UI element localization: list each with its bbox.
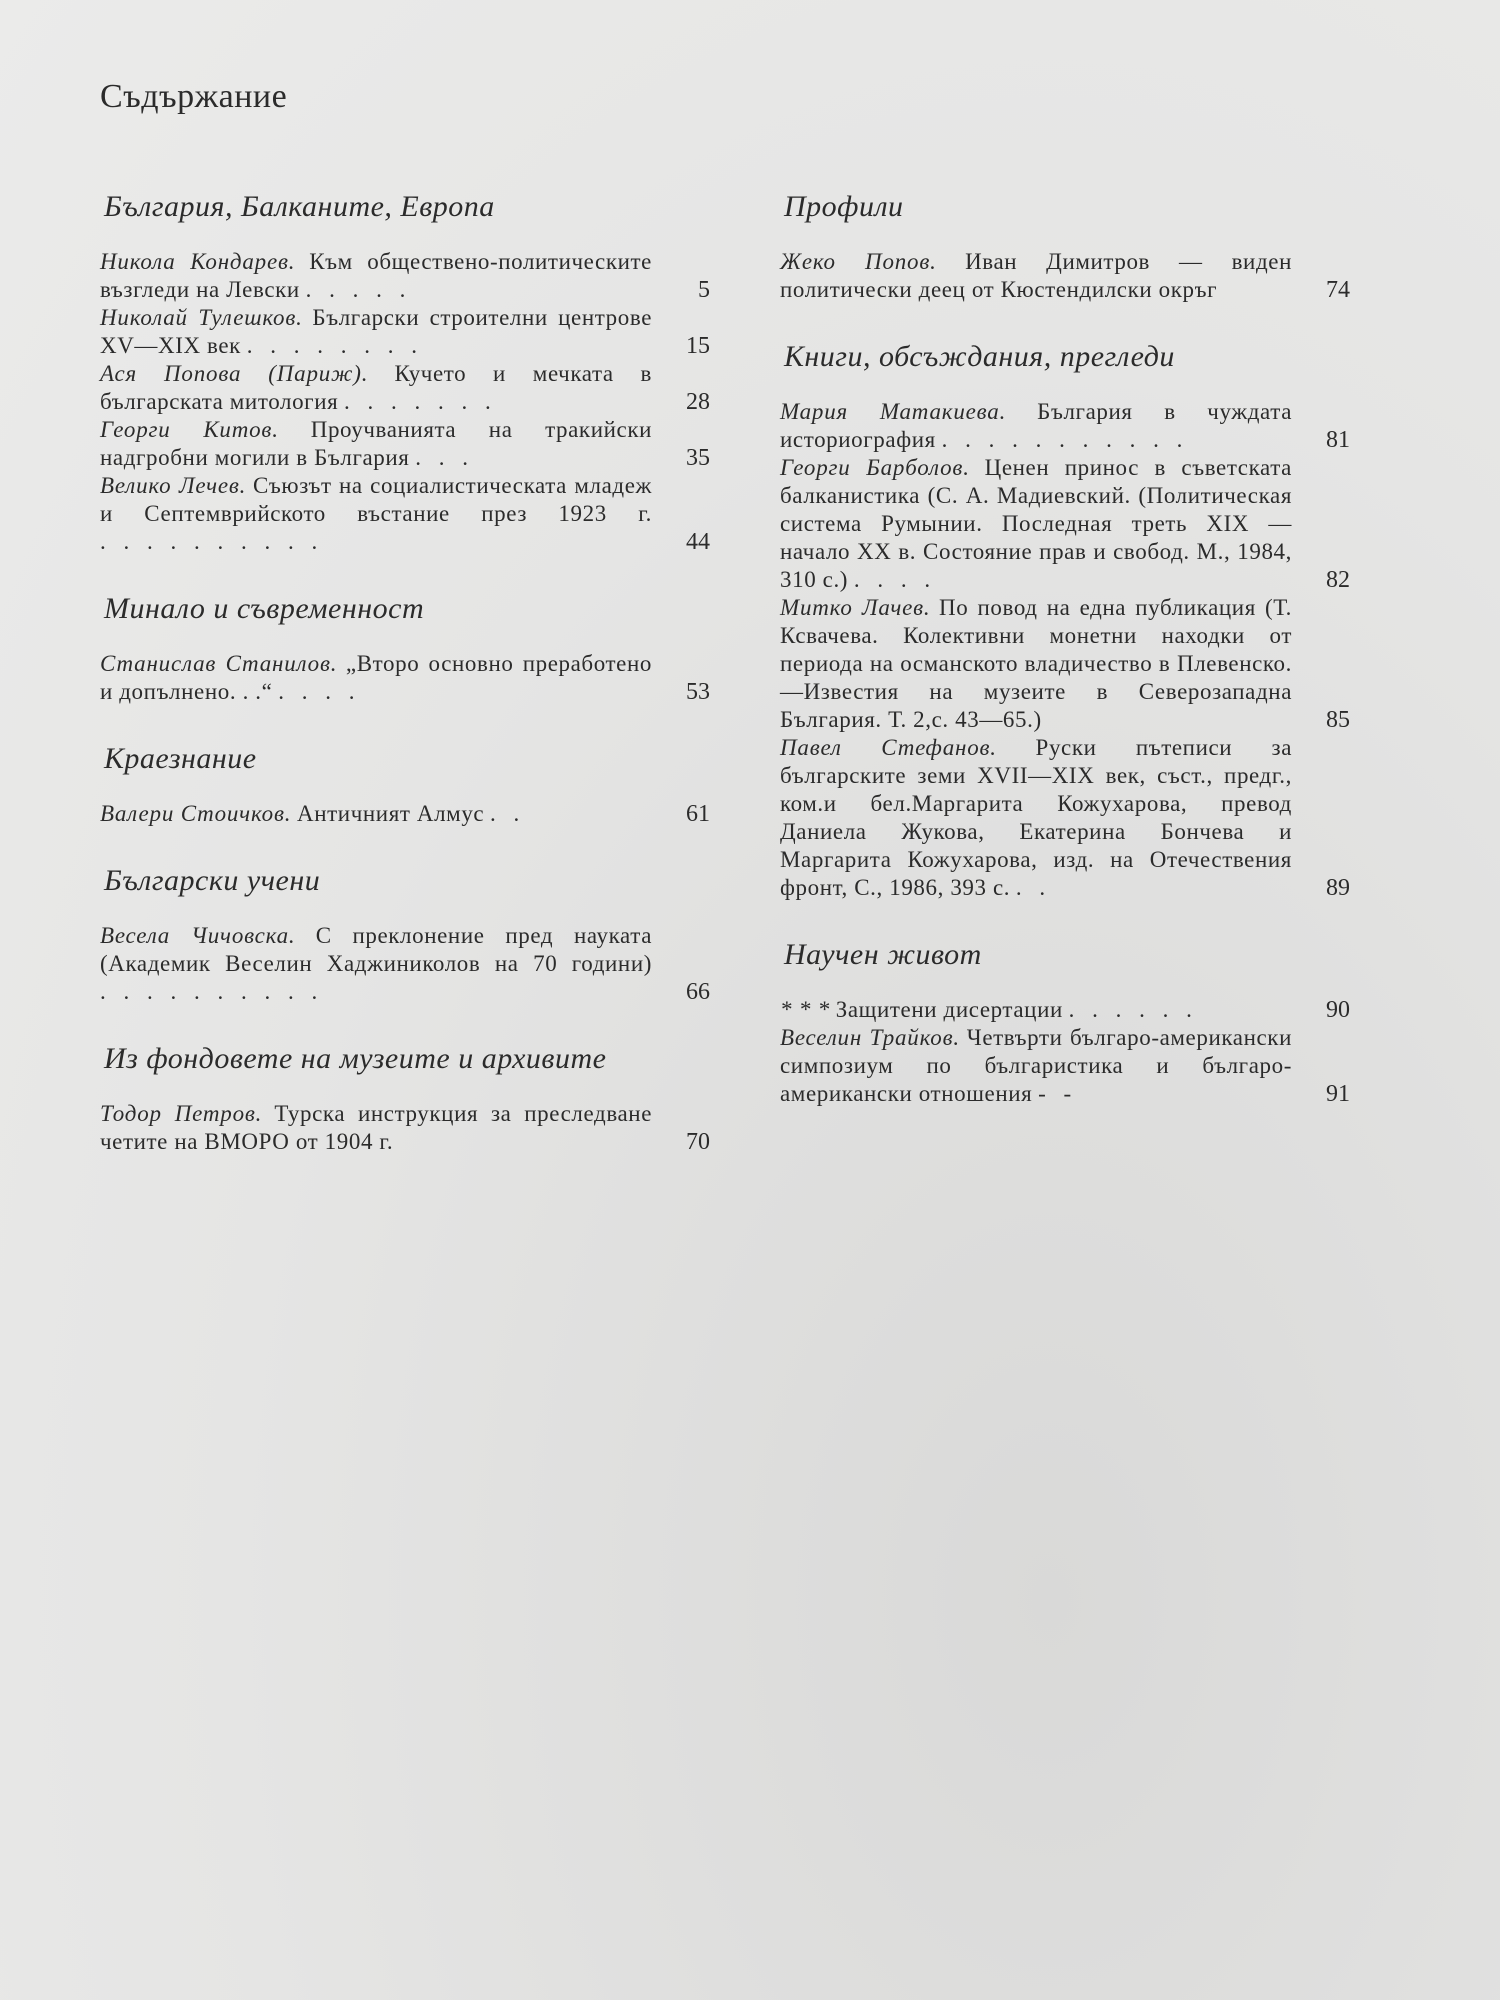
entry-page-number: 66 xyxy=(686,979,710,1005)
entry-leader-dots: . . . . . . . xyxy=(344,389,497,414)
toc-entry[interactable] xyxy=(780,734,1350,902)
entry-text xyxy=(100,360,658,416)
entry-author: Никола Кондарев. xyxy=(100,249,296,274)
entry-leader-dots: . . . . . xyxy=(305,277,412,302)
section-title: Научен живот xyxy=(784,938,982,971)
toc-section xyxy=(100,742,710,828)
entry-author: Валери Стоичков. xyxy=(100,801,292,826)
entry-text xyxy=(780,454,1298,594)
entry-title: Защитени дисертации xyxy=(835,997,1063,1022)
entry-author: Станислав Станилов. xyxy=(100,651,338,676)
entry-page-number: 35 xyxy=(686,445,710,471)
toc-entry[interactable] xyxy=(100,922,710,1006)
entry-leader-dots: . . xyxy=(1015,875,1052,900)
toc-entry[interactable] xyxy=(100,416,710,472)
toc-section xyxy=(100,1042,710,1156)
section-title: Из фондовете на музеите и архивите xyxy=(104,1042,607,1075)
entry-leader-dots: . . . . xyxy=(853,567,937,592)
entry-author: Георги Китов. xyxy=(100,417,279,442)
entry-text xyxy=(100,922,658,1006)
toc-entry[interactable] xyxy=(780,398,1350,454)
entry-title: С преклонение пред науката (Академик Веселин Хаджиниколов на 70 години) xyxy=(100,923,653,976)
entry-title: Четвърти българо-американски симпозиум по българистика и българо-американски отношения xyxy=(780,1025,1292,1106)
entry-page-number: 85 xyxy=(1326,707,1350,733)
toc-entry[interactable] xyxy=(780,594,1350,734)
entry-leader-dots: . . . . . . . . xyxy=(246,333,423,358)
page-title: Съдържание xyxy=(100,78,288,115)
entry-title: Кучето и мечката в българската митология xyxy=(100,361,653,414)
entry-page-number: 81 xyxy=(1326,427,1350,453)
section-title: Български учени xyxy=(104,864,321,897)
entry-text xyxy=(100,650,658,706)
entry-page-number: 15 xyxy=(686,333,710,359)
entry-author: Митко Лачев. xyxy=(780,595,931,620)
entry-page-number: 89 xyxy=(1326,875,1350,901)
toc-entry[interactable] xyxy=(100,248,710,304)
entry-page-number: 70 xyxy=(686,1129,710,1155)
entry-page-number: 91 xyxy=(1326,1081,1350,1107)
section-title: Профили xyxy=(784,190,904,223)
entry-text xyxy=(100,248,658,304)
entry-title: Български строителни центрове XV—XIX век xyxy=(100,305,652,358)
toc-section xyxy=(100,190,710,556)
entry-leader-dots: . . . . xyxy=(278,679,361,704)
toc-section xyxy=(100,592,710,706)
section-title: България, Балканите, Европа xyxy=(104,190,495,223)
entry-text xyxy=(100,800,658,828)
section-title: Минало и съвременност xyxy=(104,592,425,625)
entry-author: Мария Матакиева. xyxy=(780,399,1007,424)
entry-text xyxy=(780,1024,1298,1108)
entry-leader-dots: . . . . . . . . . . xyxy=(100,529,324,554)
entry-text xyxy=(100,472,658,556)
entry-page-number: 61 xyxy=(686,801,710,827)
entry-title: По повод на една публикация (Т. Ксвачева. Колективни монетни находки от периода на османското владичество в Плевенско.—Известия на музеите в Северозападна България. Т. 2,с. 43—65.) xyxy=(780,595,1292,732)
entry-text xyxy=(780,734,1298,902)
entry-author: Николай Тулешков. xyxy=(100,305,303,330)
entry-page-number: 90 xyxy=(1326,997,1350,1023)
entry-page-number: 53 xyxy=(686,679,710,705)
toc-entry[interactable] xyxy=(780,248,1350,304)
entry-author: Весела Чичовска. xyxy=(100,923,296,948)
entry-text xyxy=(100,304,658,360)
section-title: Книги, обсъждания, прегледи xyxy=(784,340,1175,373)
entry-leader-dots: . . . xyxy=(415,445,474,470)
entry-title: Античният Алмус xyxy=(297,801,485,826)
toc-left-column xyxy=(100,190,710,1192)
entry-text xyxy=(780,594,1298,734)
entry-page-number: 5 xyxy=(698,277,710,303)
entry-leader-dots: . . . . . . . . . . xyxy=(100,979,324,1004)
entry-title: Турска инструкция за преследване четите на ВМОРО от 1904 г. xyxy=(100,1101,652,1154)
entry-text xyxy=(100,416,658,472)
toc-entry[interactable] xyxy=(100,304,710,360)
toc-entry[interactable] xyxy=(780,996,1350,1024)
toc-entry[interactable] xyxy=(100,360,710,416)
entry-leader-dots: . . xyxy=(489,801,526,826)
entry-author: Тодор Петров. xyxy=(100,1101,263,1126)
toc-entry[interactable] xyxy=(780,1024,1350,1108)
entry-text xyxy=(100,1100,658,1156)
entry-author: Веселин Трайков. xyxy=(780,1025,960,1050)
entry-author: * * * xyxy=(780,997,830,1022)
entry-leader-dots: . . . . . . . . . . . xyxy=(941,427,1189,452)
entry-page-number: 82 xyxy=(1326,567,1350,593)
entry-title: Съюзът на социалистическата младеж и Септемврийското въстание през 1923 г. xyxy=(100,473,652,526)
toc-entry[interactable] xyxy=(780,454,1350,594)
toc-right-column xyxy=(780,190,1350,1144)
entry-title: Ценен принос в съветската балканистика (С. А. Мадиевский. (Политическая система Румынии. Последная треть XIX — начало XX в. Состояние прав и свобод. М., 1984, 310 с.) xyxy=(780,455,1292,592)
entry-author: Георги Барболов. xyxy=(780,455,970,480)
toc-entry[interactable] xyxy=(100,1100,710,1156)
entry-page-number: 28 xyxy=(686,389,710,415)
entry-leader-dots: . . . . . . xyxy=(1068,997,1198,1022)
entry-title: Към обществено-политическите възгледи на Левски xyxy=(100,249,652,302)
toc-section xyxy=(780,190,1350,304)
entry-title: Руски пътеписи за българските земи XVII—XIX век, съст., предг., ком.и бел.Маргарита Кожухарова, превод Даниела Жукова, Екатерина Бончева и Маргарита Кожухарова, изд. на Отечествения фронт, С., 1986, 393 с. xyxy=(780,735,1293,900)
toc-section xyxy=(780,340,1350,902)
entry-title: България в чуждата историография xyxy=(780,399,1292,452)
entry-title: „Второ основно преработено и допълнено. . .“ xyxy=(100,651,652,704)
section-title: Краезнание xyxy=(104,742,257,775)
toc-entry[interactable] xyxy=(100,472,710,556)
entry-text xyxy=(780,398,1298,454)
toc-section xyxy=(780,938,1350,1108)
entry-leader-dots: - - xyxy=(1038,1081,1078,1106)
entry-text xyxy=(780,996,1298,1024)
entry-text xyxy=(780,248,1298,304)
entry-title: Проучванията на тракийски надгробни могили в България xyxy=(100,417,653,470)
entry-author: Павел Стефанов. xyxy=(780,735,997,760)
entry-page-number: 74 xyxy=(1326,277,1350,303)
entry-author: Велико Лечев. xyxy=(100,473,247,498)
toc-entry[interactable] xyxy=(100,650,710,706)
entry-author: Ася Попова (Париж). xyxy=(100,361,369,386)
entry-title: Иван Димитров — виден политически деец от Кюстендилски окръг xyxy=(780,249,1292,302)
toc-entry[interactable] xyxy=(100,800,710,828)
entry-author: Жеко Попов. xyxy=(780,249,937,274)
entry-page-number: 44 xyxy=(686,529,710,555)
toc-section xyxy=(100,864,710,1006)
